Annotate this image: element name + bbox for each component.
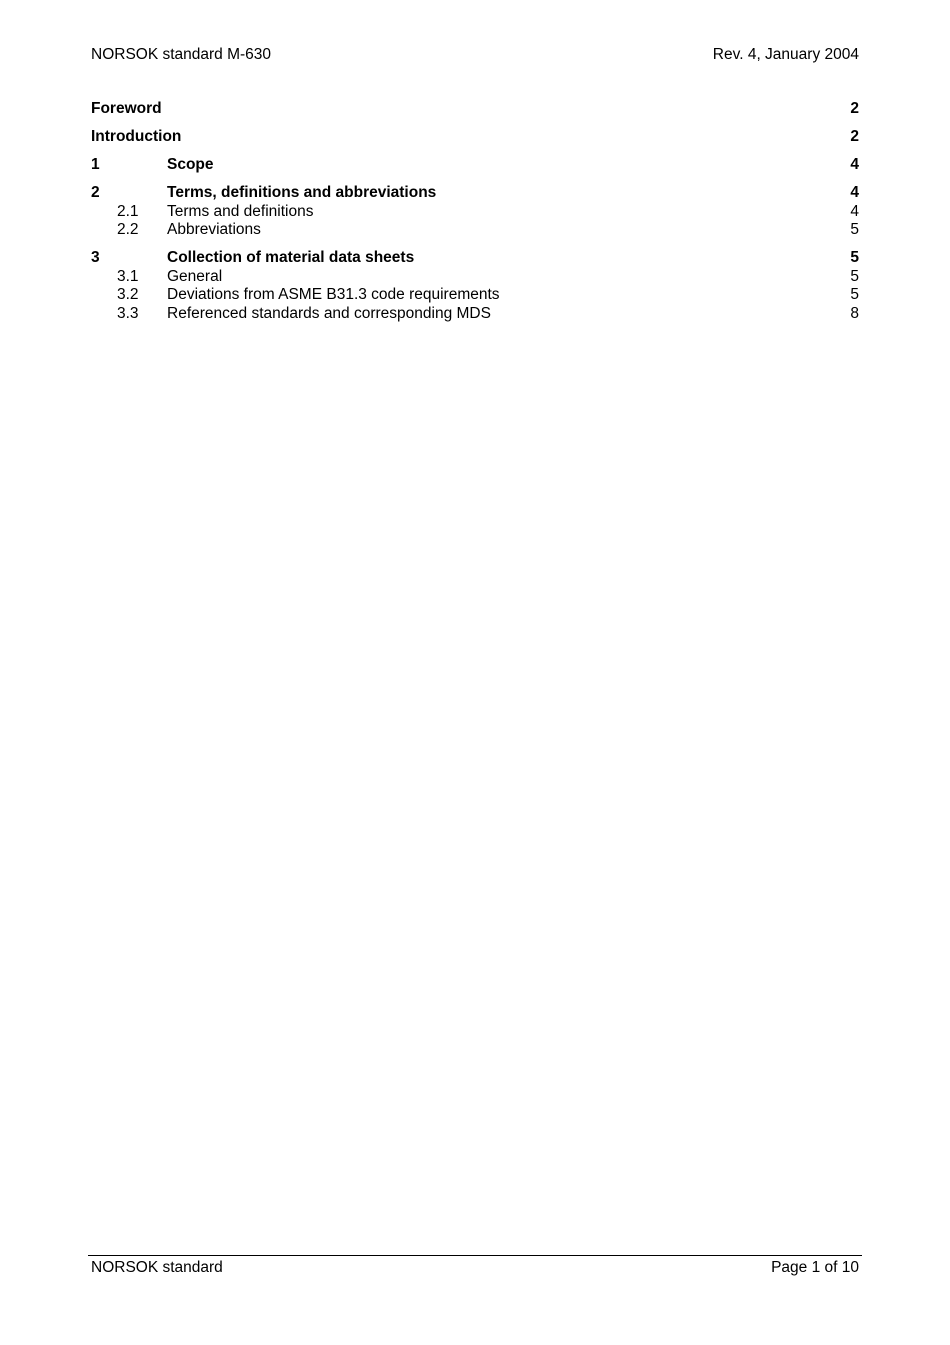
header-revision: Rev. 4, January 2004: [712, 46, 859, 63]
toc-entry-number: 3.2: [117, 286, 139, 303]
toc-entry-foreword[interactable]: [91, 100, 859, 119]
toc-subentry-abbreviations[interactable]: [91, 221, 859, 240]
header-document-title: NORSOK standard M-630: [91, 46, 272, 63]
toc-entry-page: 2: [850, 128, 859, 145]
toc-entry-title: Scope: [167, 156, 214, 173]
toc-subentry-referenced-standards[interactable]: [91, 305, 859, 324]
toc-entry-title: Foreword: [91, 100, 162, 117]
toc-entry-introduction[interactable]: [91, 128, 859, 147]
footer-standard-name: NORSOK standard: [91, 1259, 223, 1276]
toc-entry-scope[interactable]: [91, 156, 859, 175]
footer-page-number: Page 1 of 10: [771, 1259, 859, 1276]
toc-entry-title: General: [167, 267, 223, 285]
toc-entry-page: 4: [850, 184, 859, 201]
toc-subentry-general[interactable]: [91, 268, 859, 287]
toc-entry-number: 3: [91, 249, 100, 266]
page-footer: [91, 1258, 859, 1278]
toc-entry-number: 2.1: [117, 202, 139, 220]
toc-entry-page: 4: [850, 156, 859, 173]
toc-entry-terms[interactable]: [91, 184, 859, 203]
toc-entry-title: Introduction: [91, 128, 182, 145]
table-of-contents: [91, 100, 859, 323]
page-header: [91, 45, 859, 65]
toc-subentry-terms-and-definitions[interactable]: [91, 203, 859, 222]
toc-entry-title: Terms and definitions: [167, 202, 314, 220]
toc-entry-page: 2: [850, 100, 859, 117]
toc-entry-number: 2.2: [117, 221, 139, 238]
toc-entry-number: 3.1: [117, 267, 139, 285]
toc-entry-title: Referenced standards and corresponding MDS: [167, 304, 491, 322]
toc-entry-number: 2: [91, 184, 100, 201]
toc-entry-collection[interactable]: [91, 249, 859, 268]
toc-entry-title: Deviations from ASME B31.3 code requirements: [167, 286, 500, 303]
toc-entry-page: 5: [850, 221, 859, 238]
toc-entry-page: 4: [850, 202, 859, 220]
toc-entry-title: Collection of material data sheets: [167, 249, 415, 266]
toc-subentry-deviations[interactable]: [91, 286, 859, 305]
toc-entry-number: 1: [91, 156, 100, 173]
toc-entry-number: 3.3: [117, 304, 139, 322]
toc-entry-title: Terms, definitions and abbreviations: [167, 184, 437, 201]
toc-entry-page: 5: [850, 286, 859, 303]
toc-entry-page: 8: [850, 304, 859, 322]
toc-entry-title: Abbreviations: [167, 221, 261, 238]
toc-entry-page: 5: [850, 249, 859, 266]
toc-entry-page: 5: [850, 267, 859, 285]
footer-divider: [88, 1255, 862, 1256]
